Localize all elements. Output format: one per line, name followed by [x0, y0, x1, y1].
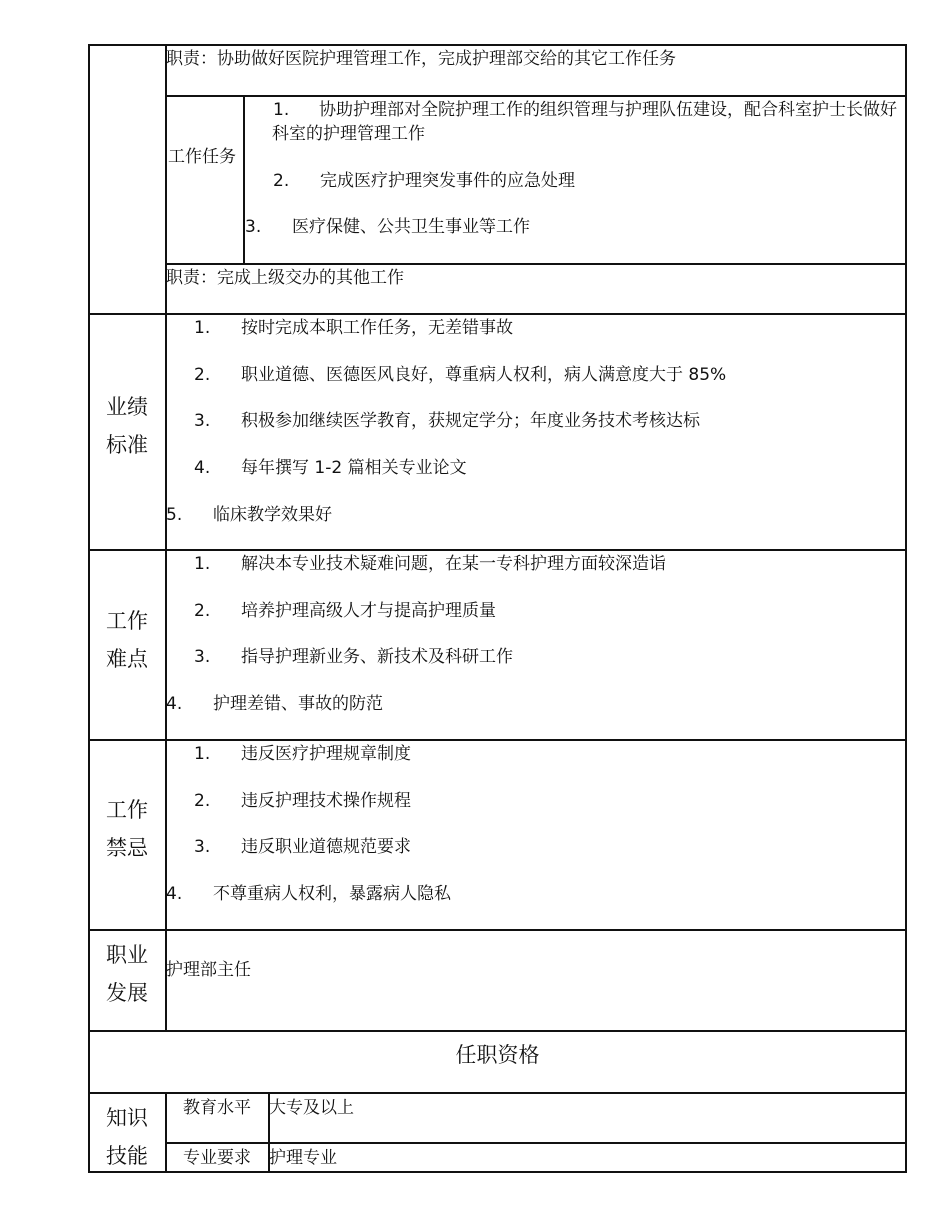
- task-3-number: 3.: [245, 217, 262, 237]
- performance-label: [88, 388, 166, 464]
- taboo-1-text: 违反医疗护理规章制度: [241, 744, 411, 764]
- task-3-text: 医疗保健、公共卫生事业等工作: [292, 217, 530, 237]
- taboo-1-number: 1.: [194, 744, 211, 764]
- performance-1-number: 1.: [194, 318, 211, 338]
- difficulty-1-text: 解决本专业技术疑难问题，在某一专科护理方面较深造诣: [241, 554, 666, 574]
- duty2-text: 职责：完成上级交办的其他工作: [166, 268, 404, 288]
- table-bottom-border: [88, 1171, 907, 1173]
- difficulty-2-number: 2.: [194, 601, 211, 621]
- difficulty-1-number: 1.: [194, 554, 211, 574]
- taboos-label-line2: 禁忌: [106, 836, 148, 860]
- education-value: 大专及以上: [269, 1098, 354, 1118]
- duty1-text: 职责：协助做好医院护理管理工作，完成护理部交给的其它工作任务: [166, 49, 676, 69]
- career-label-line1: 职业: [106, 943, 148, 967]
- difficulty-2-text: 培养护理高级人才与提高护理质量: [241, 601, 496, 621]
- difficulties-label-line1: 工作: [106, 609, 148, 633]
- difficulties-bottom-border: [88, 739, 907, 741]
- major-label: 专业要求: [183, 1148, 251, 1168]
- task-label: 工作任务: [168, 147, 236, 167]
- table-right-border: [905, 44, 907, 1172]
- difficulty-4-text: 护理差错、事故的防范: [213, 694, 383, 714]
- taboo-4-number: 4.: [166, 884, 183, 904]
- knowledge-label-line1: 知识: [106, 1106, 148, 1130]
- performance-3-text: 积极参加继续医学教育，获规定学分；年度业务技术考核达标: [241, 411, 700, 431]
- performance-5-number: 5.: [166, 505, 183, 525]
- taboo-3-text: 违反职业道德规范要求: [241, 837, 411, 857]
- difficulty-3-text: 指导护理新业务、新技术及科研工作: [241, 647, 513, 667]
- difficulties-label-line2: 难点: [106, 647, 148, 671]
- task-2-number: 2.: [273, 171, 290, 191]
- tasks-bottom-border: [165, 263, 907, 265]
- taboo-4-text: 不尊重病人权利，暴露病人隐私: [213, 884, 451, 904]
- performance-2-text: 职业道德、医德医风良好，尊重病人权利，病人满意度大于 85%: [241, 365, 727, 385]
- career-bottom-border: [88, 1030, 907, 1032]
- performance-4-number: 4.: [194, 458, 211, 478]
- difficulty-3-number: 3.: [194, 647, 211, 667]
- major-value: 护理专业: [269, 1148, 337, 1168]
- taboo-3-number: 3.: [194, 837, 211, 857]
- performance-3-number: 3.: [194, 411, 211, 431]
- difficulty-4-number: 4.: [166, 694, 183, 714]
- task-1-text: 协助护理部对全院护理工作的组织管理与护理队伍建设，配合科室护士长做好科室的护理管理工作: [272, 100, 897, 144]
- performance-label-line2: 标准: [106, 433, 148, 457]
- career-value: 护理部主任: [166, 960, 251, 980]
- education-bottom-border: [165, 1142, 907, 1144]
- taboo-2-text: 违反护理技术操作规程: [241, 791, 411, 811]
- table-top-border: [88, 44, 907, 46]
- performance-bottom-border: [88, 549, 907, 551]
- knowledge-label-line2: 技能: [106, 1144, 148, 1168]
- taboos-label-line1: 工作: [106, 798, 148, 822]
- taboos-label: [88, 791, 166, 867]
- education-label: 教育水平: [183, 1098, 251, 1118]
- performance-1-text: 按时完成本职工作任务，无差错事故: [241, 318, 513, 338]
- task-2-text: 完成医疗护理突发事件的应急处理: [320, 171, 575, 191]
- task-1-number: 1.: [273, 100, 290, 120]
- career-label-line2: 发展: [106, 981, 148, 1005]
- duty-section-bottom-border: [88, 313, 907, 315]
- title-bottom-border: [88, 1092, 907, 1094]
- performance-5-text: 临床教学效果好: [213, 505, 332, 525]
- performance-4-text: 每年撰写 1-2 篇相关专业论文: [241, 458, 467, 478]
- performance-2-number: 2.: [194, 365, 211, 385]
- taboos-bottom-border: [88, 929, 907, 931]
- qualification-title: 任职资格: [455, 1043, 540, 1067]
- duty1-bottom-border: [165, 95, 907, 97]
- difficulties-label: [88, 602, 166, 678]
- performance-label-line1: 业绩: [106, 395, 148, 419]
- taboo-2-number: 2.: [194, 791, 211, 811]
- career-label: [88, 936, 166, 1012]
- knowledge-label: [88, 1099, 166, 1175]
